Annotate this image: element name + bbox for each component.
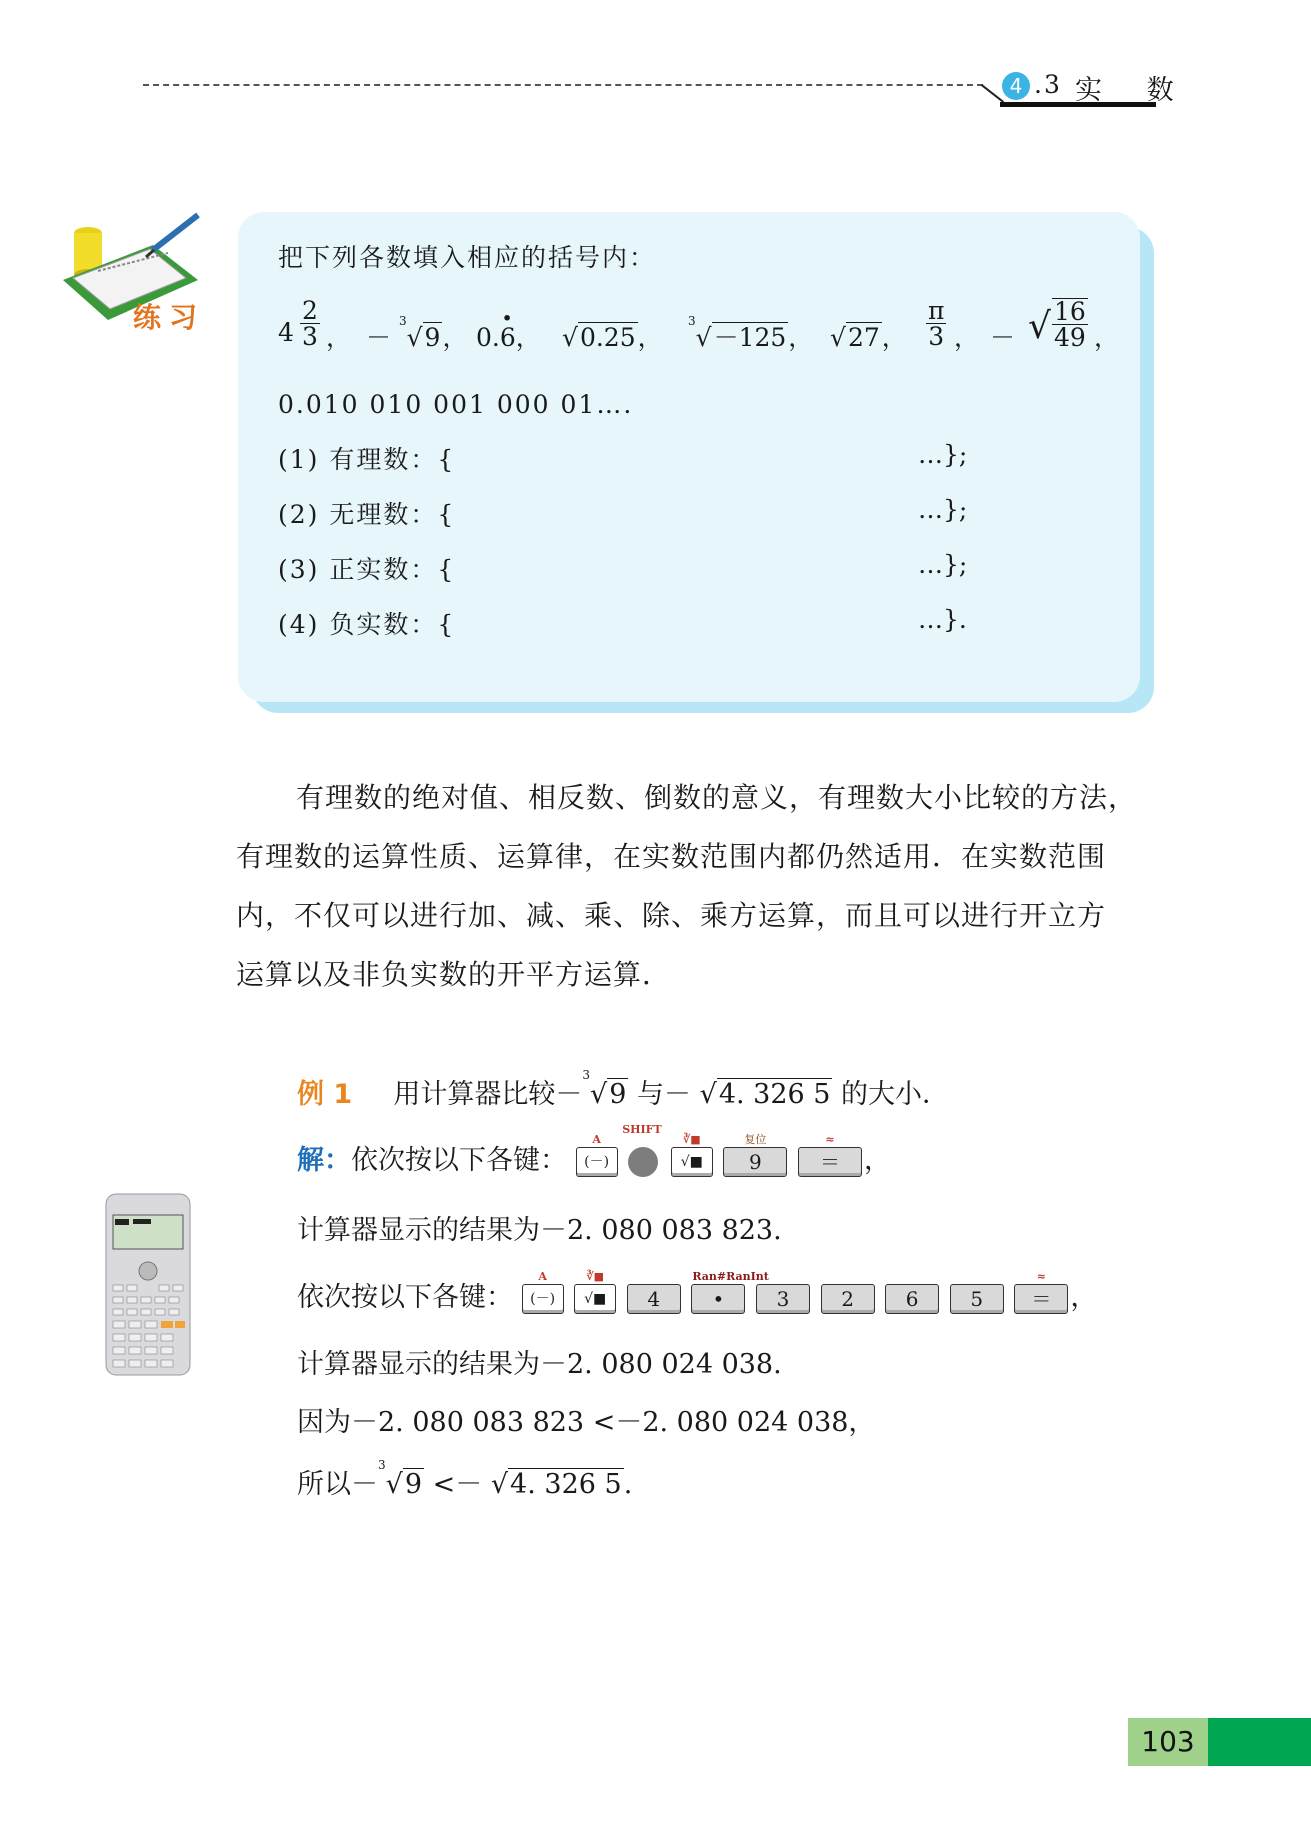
five-key [950, 1284, 1004, 1314]
key-label: 9 [749, 1149, 762, 1174]
paragraph-line: 有理数的绝对值、相反数、倒数的意义，有理数大小比较的方法， [296, 781, 1138, 814]
example-question: 例 1 用计算器比较－$^3$√9 与－ √4. 326 5 的大小． [297, 1068, 950, 1110]
key-top-label: Ran#RanInt [692, 1269, 769, 1283]
key-top-label: A [538, 1269, 547, 1283]
category-rational: (1) 有理数：{ [278, 445, 456, 474]
key-label: 6 [905, 1286, 919, 1311]
key-label: 3 [776, 1286, 790, 1311]
category-positive-real: (3) 正实数：{ [278, 555, 456, 584]
shift-key [622, 1122, 662, 1177]
page-tab [1208, 1718, 1311, 1766]
result2: 计算器显示的结果为－2. 080 024 038. [297, 1349, 782, 1380]
header-rule [143, 84, 983, 86]
sqrt-key [574, 1269, 616, 1314]
key-top-label: SHIFT [622, 1122, 662, 1136]
four-key [627, 1284, 681, 1314]
key-label: • [712, 1286, 725, 1311]
paragraph-line: 有理数的运算性质、运算律，在实数范围内都仍然适用．在实数范围 [236, 840, 1107, 873]
question-text: 的大小． [841, 1079, 950, 1110]
negative-key [576, 1132, 618, 1177]
practice-label: 练习 [133, 301, 206, 334]
solution-label: 解： [297, 1145, 351, 1176]
key-top-label: ≈ [825, 1132, 835, 1146]
decimal-key [691, 1269, 769, 1314]
three-key [756, 1284, 810, 1314]
key-label: 5 [970, 1286, 984, 1311]
key-label: √■ [680, 1153, 703, 1170]
conclusion-text: 所以 [297, 1469, 351, 1500]
key-top-label: ∛■ [682, 1132, 701, 1146]
question-text: 与 [637, 1079, 665, 1110]
key-top-label: ≈ [1036, 1269, 1046, 1283]
key-label: √■ [584, 1290, 607, 1307]
number-list: 4 $\frac{2}{3}$ ， － $^3$√9， 0.· 6， √0.25， $^3$√－125， √27， $\frac{\pi}{3}$ ， － √ $\frac{16}{49}$ ， [278, 298, 1128, 368]
comparison-because: 因为－2. 080 083 823 <－2. 080 024 038， [297, 1407, 876, 1438]
category-irrational: (2) 无理数：{ [278, 500, 456, 529]
comparison-conclusion: 所以－$^3$√9 <－ √4. 326 5. [297, 1458, 633, 1500]
equals-key [1014, 1269, 1068, 1314]
category-positive-real-tail: …}; [918, 550, 968, 579]
two-key [821, 1284, 875, 1314]
solution-step1: 解：依次按以下各键： A (－) SHIFT ∛■ √■ 复位 9 ≈ ＝ ， [297, 1122, 891, 1176]
category-negative-real: (4) 负实数：{ [278, 610, 456, 639]
key-label: (－) [530, 1290, 556, 1307]
solution-step2: 依次按以下各键： A (－) ∛■ √■ 4 Ran#RanInt • 3 2 6 5 ≈ ＝ ， [297, 1275, 1097, 1314]
key-label: 4 [647, 1286, 661, 1311]
number-list-line2: 0.010 010 001 000 01…. [278, 390, 634, 419]
paragraph-line: 运算以及非负实数的开平方运算． [236, 958, 672, 991]
key-top-label: ∛■ [586, 1269, 604, 1283]
key-label: ＝ [819, 1149, 840, 1174]
key-label: 2 [841, 1286, 854, 1311]
six-key [885, 1284, 939, 1314]
header-slant [981, 84, 1004, 103]
body-paragraph [236, 768, 1166, 1004]
question-text: 用计算器比较 [393, 1079, 556, 1110]
negative-key [522, 1269, 564, 1314]
paragraph-line: 内，不仅可以进行加、减、乘、除、乘方运算，而且可以进行开立方 [236, 899, 1107, 932]
practice-instruction: 把下列各数填入相应的括号内： [278, 243, 657, 272]
example-label: 例 1 [297, 1079, 353, 1110]
key-label: ＝ [1031, 1286, 1052, 1311]
step2-text: 依次按以下各键： [297, 1282, 513, 1313]
section-number-rest: .3 [1034, 70, 1062, 99]
key-top-label: 复位 [744, 1132, 767, 1146]
section-number-badge: 4 [1002, 72, 1030, 100]
equals-key [798, 1132, 862, 1177]
section-title: 实 数 [1075, 75, 1192, 106]
key-label: (－) [584, 1153, 610, 1170]
page-number: 103 [1141, 1725, 1195, 1758]
key-top-label: A [592, 1132, 601, 1146]
category-rational-tail: …}; [918, 440, 968, 469]
calculator-icon [105, 1193, 191, 1376]
step1-text: 依次按以下各键： [351, 1145, 567, 1176]
category-negative-real-tail: …}. [918, 605, 967, 634]
nine-key [723, 1132, 787, 1177]
result1: 计算器显示的结果为－2. 080 083 823. [297, 1215, 782, 1246]
category-irrational-tail: …}; [918, 495, 968, 524]
sqrt-key [671, 1132, 713, 1177]
